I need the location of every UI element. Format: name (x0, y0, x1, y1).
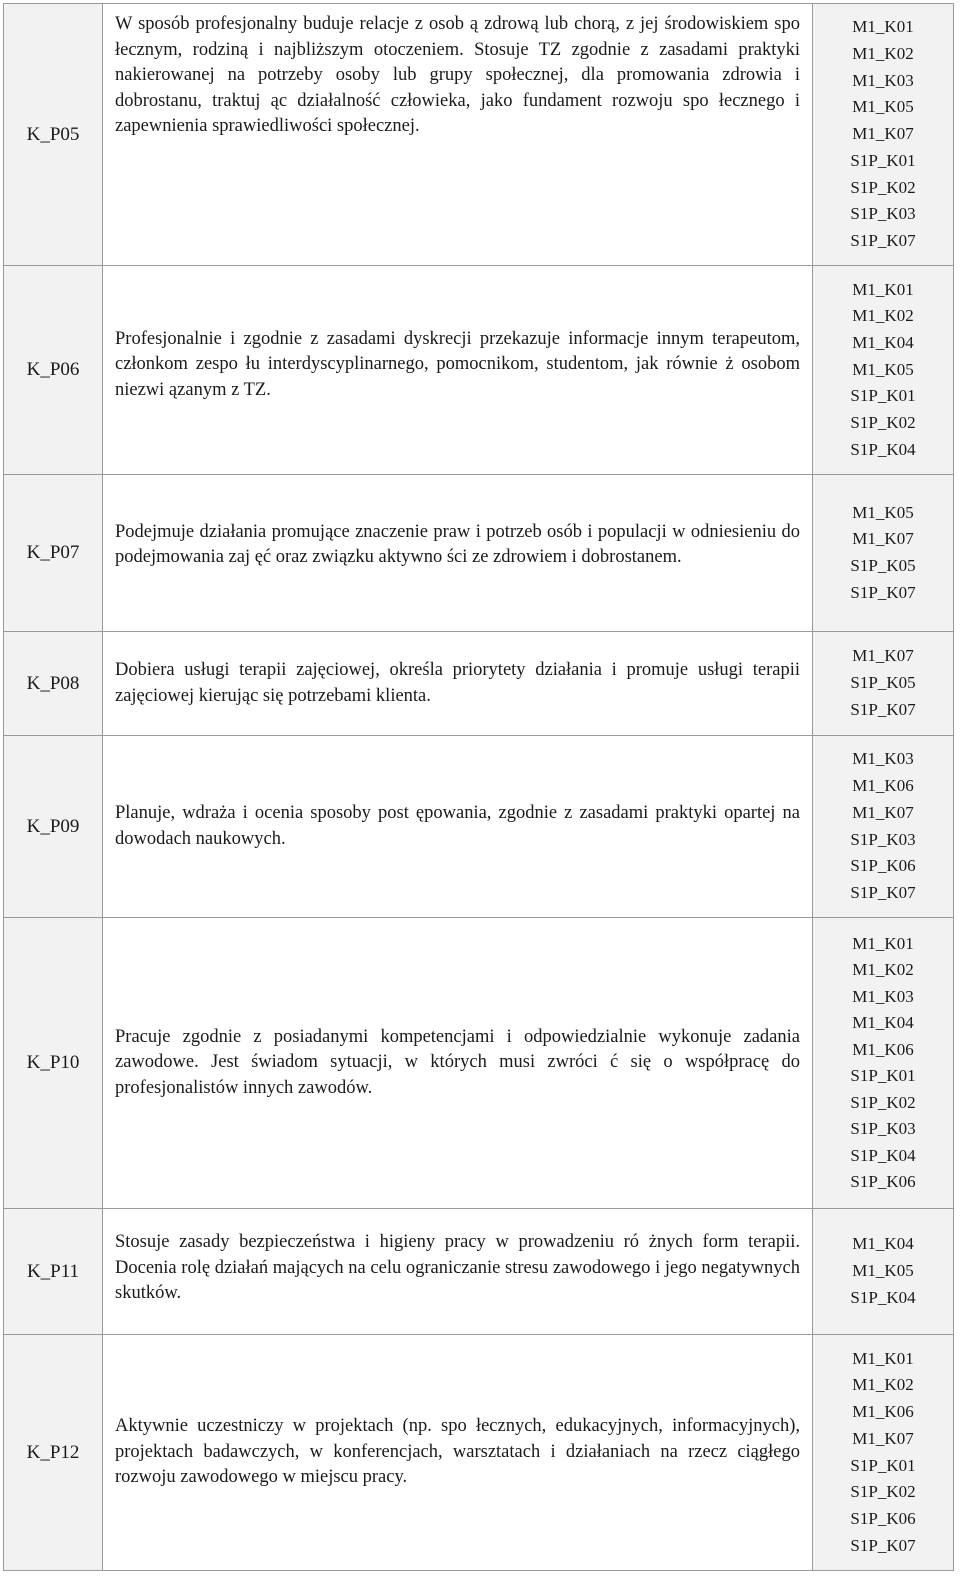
reference-code: S1P_K02 (850, 1482, 916, 1502)
outcome-references (813, 1209, 954, 1335)
table-row (4, 632, 954, 736)
outcome-description: Podejmuje działania promujące znaczenie praw i potrzeb osób i populacji w odniesieniu do podejmowania zaj ęć oraz związku aktywno ści ze zdrowiem i dobrostanem. (115, 521, 800, 567)
outcome-references (813, 632, 954, 736)
outcome-code: K_P07 (4, 475, 103, 632)
outcome-description-cell (103, 475, 813, 632)
reference-code: M1_K02 (852, 960, 914, 979)
reference-code: S1P_K04 (850, 439, 916, 459)
reference-code: S1P_K07 (850, 582, 916, 602)
reference-code: S1P_K01 (850, 150, 916, 170)
reference-code: M1_K05 (852, 502, 914, 522)
table-row (4, 475, 954, 632)
reference-code: M1_K04 (852, 1013, 914, 1032)
reference-code: S1P_K04 (850, 1145, 916, 1165)
reference-code: S1P_K06 (850, 856, 916, 876)
outcome-references (813, 736, 954, 918)
reference-code: S1P_K02 (850, 177, 916, 197)
outcome-description: Pracuje zgodnie z posiadanymi kompetencjami i odpowiedzialnie wykonuje zadania zawodowe. Jest świadom sytuacji, w których musi zwróci ć się o współpracę do profesjonalistów innych zawodów. (115, 1026, 800, 1098)
reference-code: S1P_K07 (850, 699, 916, 719)
outcome-description: W sposób profesjonalny buduje relacje z osob ą zdrową lub chorą, z jej środowiskiem spo łecznym, rodziną i najbliższym otoczeniem. Stosuje TZ zgodnie z zasadami praktyki nakierowanej na potrzeby osoby lub grupy społecznej, dla promowania zdrowia i dobrostanu, traktuj ąc działalność człowieka, jako fundament rozwoju spo łecznego i zapewnienia sprawiedliwości społecznej. (115, 14, 800, 136)
reference-code: M1_K04 (852, 1234, 914, 1254)
reference-code: S1P_K03 (850, 204, 916, 224)
outcome-description-cell (103, 266, 813, 475)
reference-code: S1P_K07 (850, 1535, 916, 1555)
table-row (4, 736, 954, 918)
reference-code: S1P_K04 (850, 1287, 916, 1307)
reference-code: M1_K03 (852, 749, 914, 769)
table-row (4, 4, 954, 266)
outcome-code: K_P10 (4, 918, 103, 1209)
reference-code: M1_K04 (852, 332, 914, 352)
outcome-description: Profesjonalnie i zgodnie z zasadami dyskrecji przekazuje informacje innym terapeutom, członkom zespo łu interdyscyplinarnego, pomocnikom, studentom, jak równie ż osobom niezwi ązanym z TZ. (115, 328, 800, 400)
outcome-references (813, 266, 954, 475)
reference-code: M1_K02 (852, 1375, 914, 1395)
reference-code: M1_K01 (852, 1348, 914, 1368)
reference-code: S1P_K07 (850, 882, 916, 902)
outcome-references (813, 918, 954, 1209)
outcome-references (813, 4, 954, 266)
outcome-code: K_P12 (4, 1335, 103, 1571)
reference-code: M1_K01 (852, 17, 914, 37)
reference-code: M1_K06 (852, 1039, 914, 1059)
outcome-code: K_P06 (4, 266, 103, 475)
reference-code: S1P_K02 (850, 1092, 916, 1112)
reference-code: M1_K03 (852, 986, 914, 1006)
table-row (4, 1209, 954, 1335)
outcome-description-cell (103, 632, 813, 736)
reference-code: S1P_K05 (850, 556, 916, 575)
reference-code: S1P_K03 (850, 1119, 916, 1138)
reference-code: M1_K07 (852, 646, 914, 666)
reference-code: M1_K05 (852, 97, 914, 117)
reference-code: S1P_K01 (850, 1455, 916, 1475)
outcome-description-cell (103, 736, 813, 918)
reference-code: M1_K02 (852, 44, 914, 64)
reference-code: M1_K07 (852, 802, 914, 822)
outcome-description-cell (103, 1209, 813, 1335)
learning-outcomes-table (3, 3, 954, 1571)
outcome-code: K_P08 (4, 632, 103, 736)
reference-code: S1P_K02 (850, 413, 916, 433)
reference-code: S1P_K03 (850, 829, 916, 849)
outcome-description: Planuje, wdraża i ocenia sposoby post ępowania, zgodnie z zasadami praktyki opartej na dowodach naukowych. (115, 803, 800, 849)
outcome-code: K_P05 (4, 4, 103, 266)
reference-code: M1_K01 (852, 279, 914, 299)
outcome-description-cell (103, 1335, 813, 1571)
reference-code: S1P_K05 (850, 673, 916, 693)
outcome-description: Aktywnie uczestniczy w projektach (np. spo łecznych, edukacyjnych, informacyjnych), projektach badawczych, w konferencjach, warsztatach i działaniach na rzecz ciągłego rozwoju zawodowego w miejscu pracy. (115, 1416, 800, 1488)
reference-code: S1P_K01 (850, 1066, 916, 1085)
outcome-references (813, 1335, 954, 1571)
reference-code: M1_K05 (852, 1261, 914, 1281)
table-row (4, 1335, 954, 1571)
reference-code: M1_K06 (852, 776, 914, 796)
reference-code: M1_K03 (852, 70, 914, 90)
outcome-code: K_P09 (4, 736, 103, 918)
reference-code: S1P_K01 (850, 386, 916, 406)
reference-code: M1_K07 (852, 529, 914, 549)
reference-code: S1P_K07 (850, 230, 916, 250)
reference-code: M1_K01 (852, 933, 914, 953)
reference-code: M1_K07 (852, 1428, 914, 1448)
outcome-description: Stosuje zasady bezpieczeństwa i higieny pracy w prowadzeniu ró żnych form terapii. Docenia rolę działań mających na celu ograniczanie stresu zawodowego i jego negatywnych skutków. (115, 1232, 800, 1304)
reference-code: M1_K06 (852, 1402, 914, 1422)
reference-code: M1_K05 (852, 359, 914, 379)
reference-code: S1P_K06 (850, 1172, 916, 1191)
reference-code: S1P_K06 (850, 1508, 916, 1528)
outcome-description: Dobiera usługi terapii zajęciowej, określa priorytety działania i promuje usługi terapii zajęciowej kierując się potrzebami klienta. (115, 660, 800, 706)
reference-code: M1_K02 (852, 306, 914, 326)
outcome-code: K_P11 (4, 1209, 103, 1335)
table-row (4, 266, 954, 475)
outcome-description-cell (103, 918, 813, 1209)
reference-code: M1_K07 (852, 124, 914, 144)
outcome-references (813, 475, 954, 632)
outcome-description-cell (103, 4, 813, 266)
table-row (4, 918, 954, 1209)
